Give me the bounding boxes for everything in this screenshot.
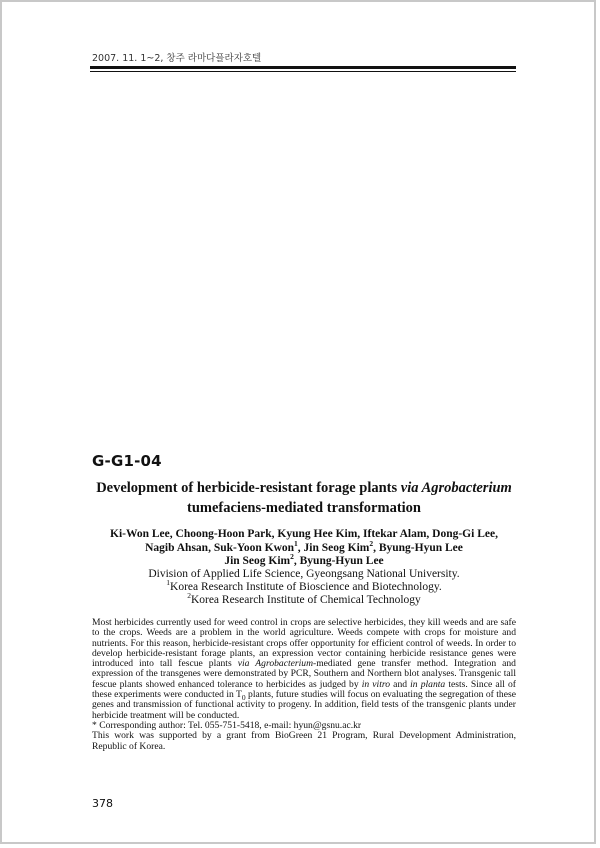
affiliation: Korea Research Institute of Bioscience and Biotechnology. [170,581,442,593]
author-affil-mark: 1 [294,538,298,548]
author-line: , Byung-Hyun Lee [293,555,384,567]
header-rule-thin [90,71,516,72]
author-line: Nagib Ahsan, Suk-Yoon Kwon [145,541,295,554]
author-line: , Jin Seog Kim [297,541,370,554]
abstract [92,618,516,752]
paper-title [92,478,516,518]
author-affil-mark: 2 [369,538,374,548]
corresponding-author-note: * Corresponding author: Tel. 055-751-5418, e-mail: hyun@gsnu.ac.kr [92,719,362,731]
affiliation: Division of Applied Life Science, Gyeongsang National University. [148,568,460,580]
author-line: Ki-Won Lee, Choong-Hoon Park, Kyung Hee Kim, Iftekar Alam, Dong-Gi Lee, [110,528,498,540]
title-part1: Development of herbicide-resistant forage plants [96,480,401,496]
title-part2: tumefaciens-mediated transformation [187,500,421,516]
affiliation: Korea Research Institute of Chemical Technology [190,594,421,606]
author-line: , Byung-Hyun Lee [373,541,463,554]
header-rule [90,66,516,69]
affiliations [92,568,516,607]
funding-note: This work was supported by a grant from BioGreen 21 Program, Rural Development Administration, Republic of Korea. [92,730,516,752]
affiliation-mark: 1 [166,578,171,588]
affiliation-mark: 2 [187,591,191,601]
paper-code: G-G1-04 [92,452,162,470]
author-affil-mark: 2 [290,552,294,562]
abstract-body: Most herbicides currently used for weed control in crops are selective herbicides, they kill weeds and are safe to the crops. Weeds are a problem in the world agriculture. Weeds compete with crops for moisture and nutrients. For this reason, herbicide-resistant crops offer opportunity for efficient control of weeds. In order to develop herbicide-resistant forage plants, an expression vector containing herbicide resistance genes were introduced into tall fescue plants via Agrobacterium-mediated gene transfer method. Integration and expression of the transgenes were demonstrated by PCR, Southern and Northern blot analyses. Transgenic tall fescue plants showed enhanced tolerance to herbicides as judged by in vitro and in planta tests. Since all of these experiments were conducted in $T_0$ plants, future studies will focus on evaluating the segregation of these genes and transmission of functional activity to progeny. In addition, field tests of the transgenic plants under herbicide treatment will be conducted. [92,617,517,721]
author-list [92,528,516,569]
running-header: 2007. 11. 1~2, 창주 라마다플라자호텔 [92,53,262,64]
page-number: 378 [92,797,113,810]
title-italic: via Agrobacterium [400,480,512,496]
author-line: Jin Seog Kim [224,555,291,567]
